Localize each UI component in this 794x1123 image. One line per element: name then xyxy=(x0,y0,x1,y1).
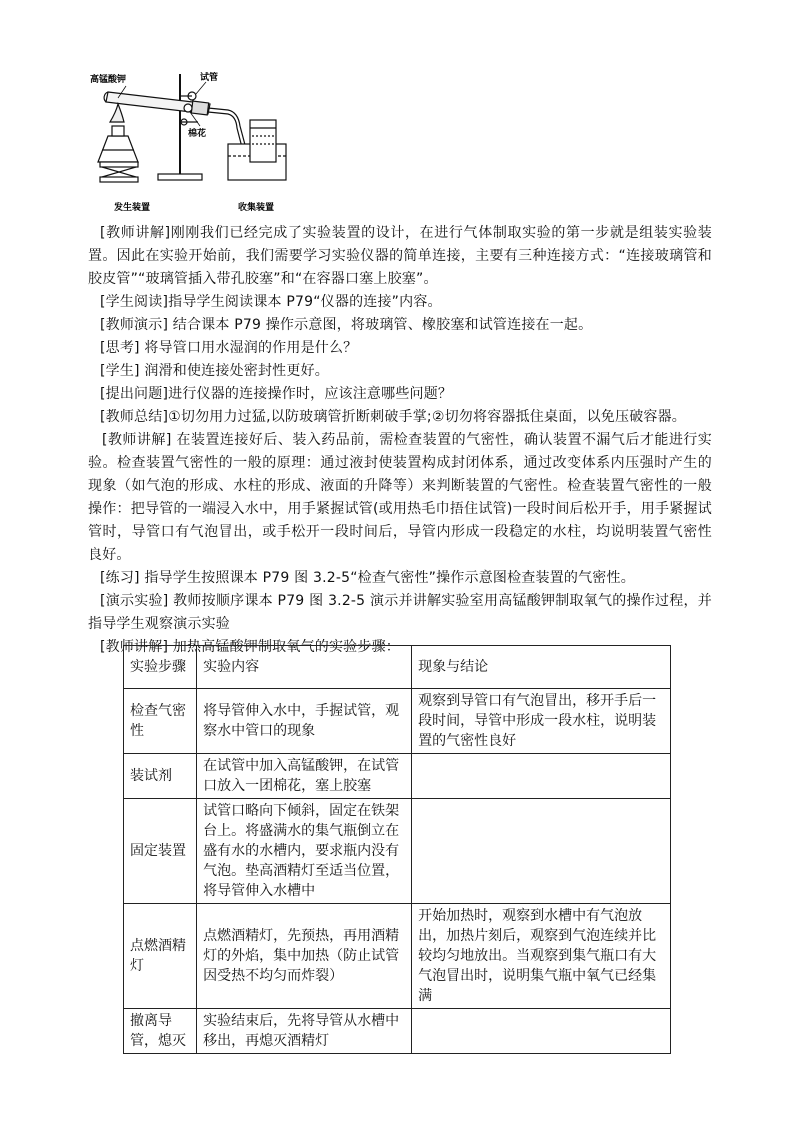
table-cell: 实验结束后，先将导管从水槽中移出，再熄灭酒精灯 xyxy=(197,1009,412,1054)
apparatus-diagram xyxy=(88,64,300,214)
table-cell: 点燃酒精灯 xyxy=(124,904,197,1009)
label-test-tube: 试管 xyxy=(200,73,219,83)
table-row xyxy=(124,754,671,799)
table-cell: 检查气密性 xyxy=(124,689,197,754)
paragraph: [教师演示] 结合课本 P79 操作示意图，将玻璃管、橡胶塞和试管连接在一起。 xyxy=(100,317,593,333)
table-cell: 固定装置 xyxy=(124,799,197,904)
header-cell: 实验步骤 xyxy=(124,646,197,689)
paragraph: [教师讲解] 加热高锰酸钾制取氧气的实验步骤： xyxy=(100,639,400,655)
caption-generator: 发生装置 xyxy=(114,203,151,213)
header-cell: 现象与结论 xyxy=(412,646,671,689)
paragraph: [演示实验] 教师按顺序课本 P79 图 3.2-5 演示并讲解实验室用高锰酸钾制取氧气的操作过程，并指导学生观察演示实验 xyxy=(88,593,712,632)
table-row xyxy=(124,799,671,904)
table-cell: 观察到导管口有气泡冒出，移开手后一段时间，导管中形成一段水柱，说明装置的气密性良好 xyxy=(412,689,671,754)
table-cell: 将导管伸入水中，手握试管，观察水中管口的现象 xyxy=(197,689,412,754)
paragraph: [学生阅读]指导学生阅读课本 P79“仪器的连接”内容。 xyxy=(100,294,442,310)
header-cell: 实验内容 xyxy=(197,646,412,689)
paragraph: [练习] 指导学生按照课本 P79 图 3.2-5“检查气密性”操作示意图检查装置的气密性。 xyxy=(100,570,635,586)
table-cell xyxy=(412,754,671,799)
paragraph: [教师讲解]刚刚我们已经完成了实验装置的设计，在进行气体制取实验的第一步就是组装实验装置。因此在实验开始前，我们需要学习实验仪器的简单连接，主要有三种连接方式：“连接玻璃管和胶皮管”“玻璃管插入带孔胶塞”和“在容器口塞上胶塞”。 xyxy=(88,225,712,287)
paragraph: [教师总结]①切勿用力过猛,以防玻璃管折断刺破手掌;②切勿将容器抵住桌面，以免压破容器。 xyxy=(100,409,686,425)
table-header-row xyxy=(124,646,671,689)
paragraph: [教师讲解] 在装置连接好后、装入药品前，需检查装置的气密性，确认装置不漏气后才能进行实验。检查装置气密性的一般的原理：通过液封使装置构成封闭体系，通过改变体系内压强时产生的现象（如气泡的形成、水柱的形成、液面的升降等）来判断装置的气密性。检查装置气密性的一般操作：把导管的一端浸入水中，用手紧握试管(或用热毛巾捂住试管)一段时间后松开手，用手紧握试管时，导管口有气泡冒出，或手松开一段时间后，导管内形成一段稳定的水柱，均说明装置气密性良好。 xyxy=(88,432,712,563)
experiment-steps-table xyxy=(123,645,671,1054)
label-cotton: 棉花 xyxy=(188,129,207,139)
table-row xyxy=(124,689,671,754)
table-cell: 开始加热时，观察到水槽中有气泡放出，加热片刻后，观察到气泡连续并比较均匀地放出。当观察到集气瓶口有大气泡冒出时，说明集气瓶中氧气已经集满 xyxy=(412,904,671,1009)
table-cell: 点燃酒精灯，先预热，再用酒精灯的外焰，集中加热（防止试管因受热不均匀而炸裂） xyxy=(197,904,412,1009)
table-row xyxy=(124,904,671,1009)
table-cell: 装试剂 xyxy=(124,754,197,799)
caption-collector: 收集装置 xyxy=(238,203,275,213)
table-cell: 试管口略向下倾斜，固定在铁架台上。将盛满水的集气瓶倒立在盛有水的水槽内，要求瓶内没有气泡。垫高酒精灯至适当位置，将导管伸入水槽中 xyxy=(197,799,412,904)
paragraph: [学生] 润滑和使连接处密封性更好。 xyxy=(100,363,329,379)
table-cell xyxy=(412,1009,671,1054)
table-cell: 在试管中加入高锰酸钾，在试管口放入一团棉花，塞上胶塞 xyxy=(197,754,412,799)
label-kmno4: 高锰酸钾 xyxy=(90,75,127,85)
table-cell: 撤离导管，熄灭 xyxy=(124,1009,197,1054)
paragraph: [思考] 将导管口用水湿润的作用是什么？ xyxy=(100,340,358,356)
table-row xyxy=(124,1009,671,1054)
apparatus-figure xyxy=(88,64,300,214)
lesson-text xyxy=(88,222,712,659)
paragraph: [提出问题]进行仪器的连接操作时，应该注意哪些问题？ xyxy=(100,386,453,402)
table-cell xyxy=(412,799,671,904)
